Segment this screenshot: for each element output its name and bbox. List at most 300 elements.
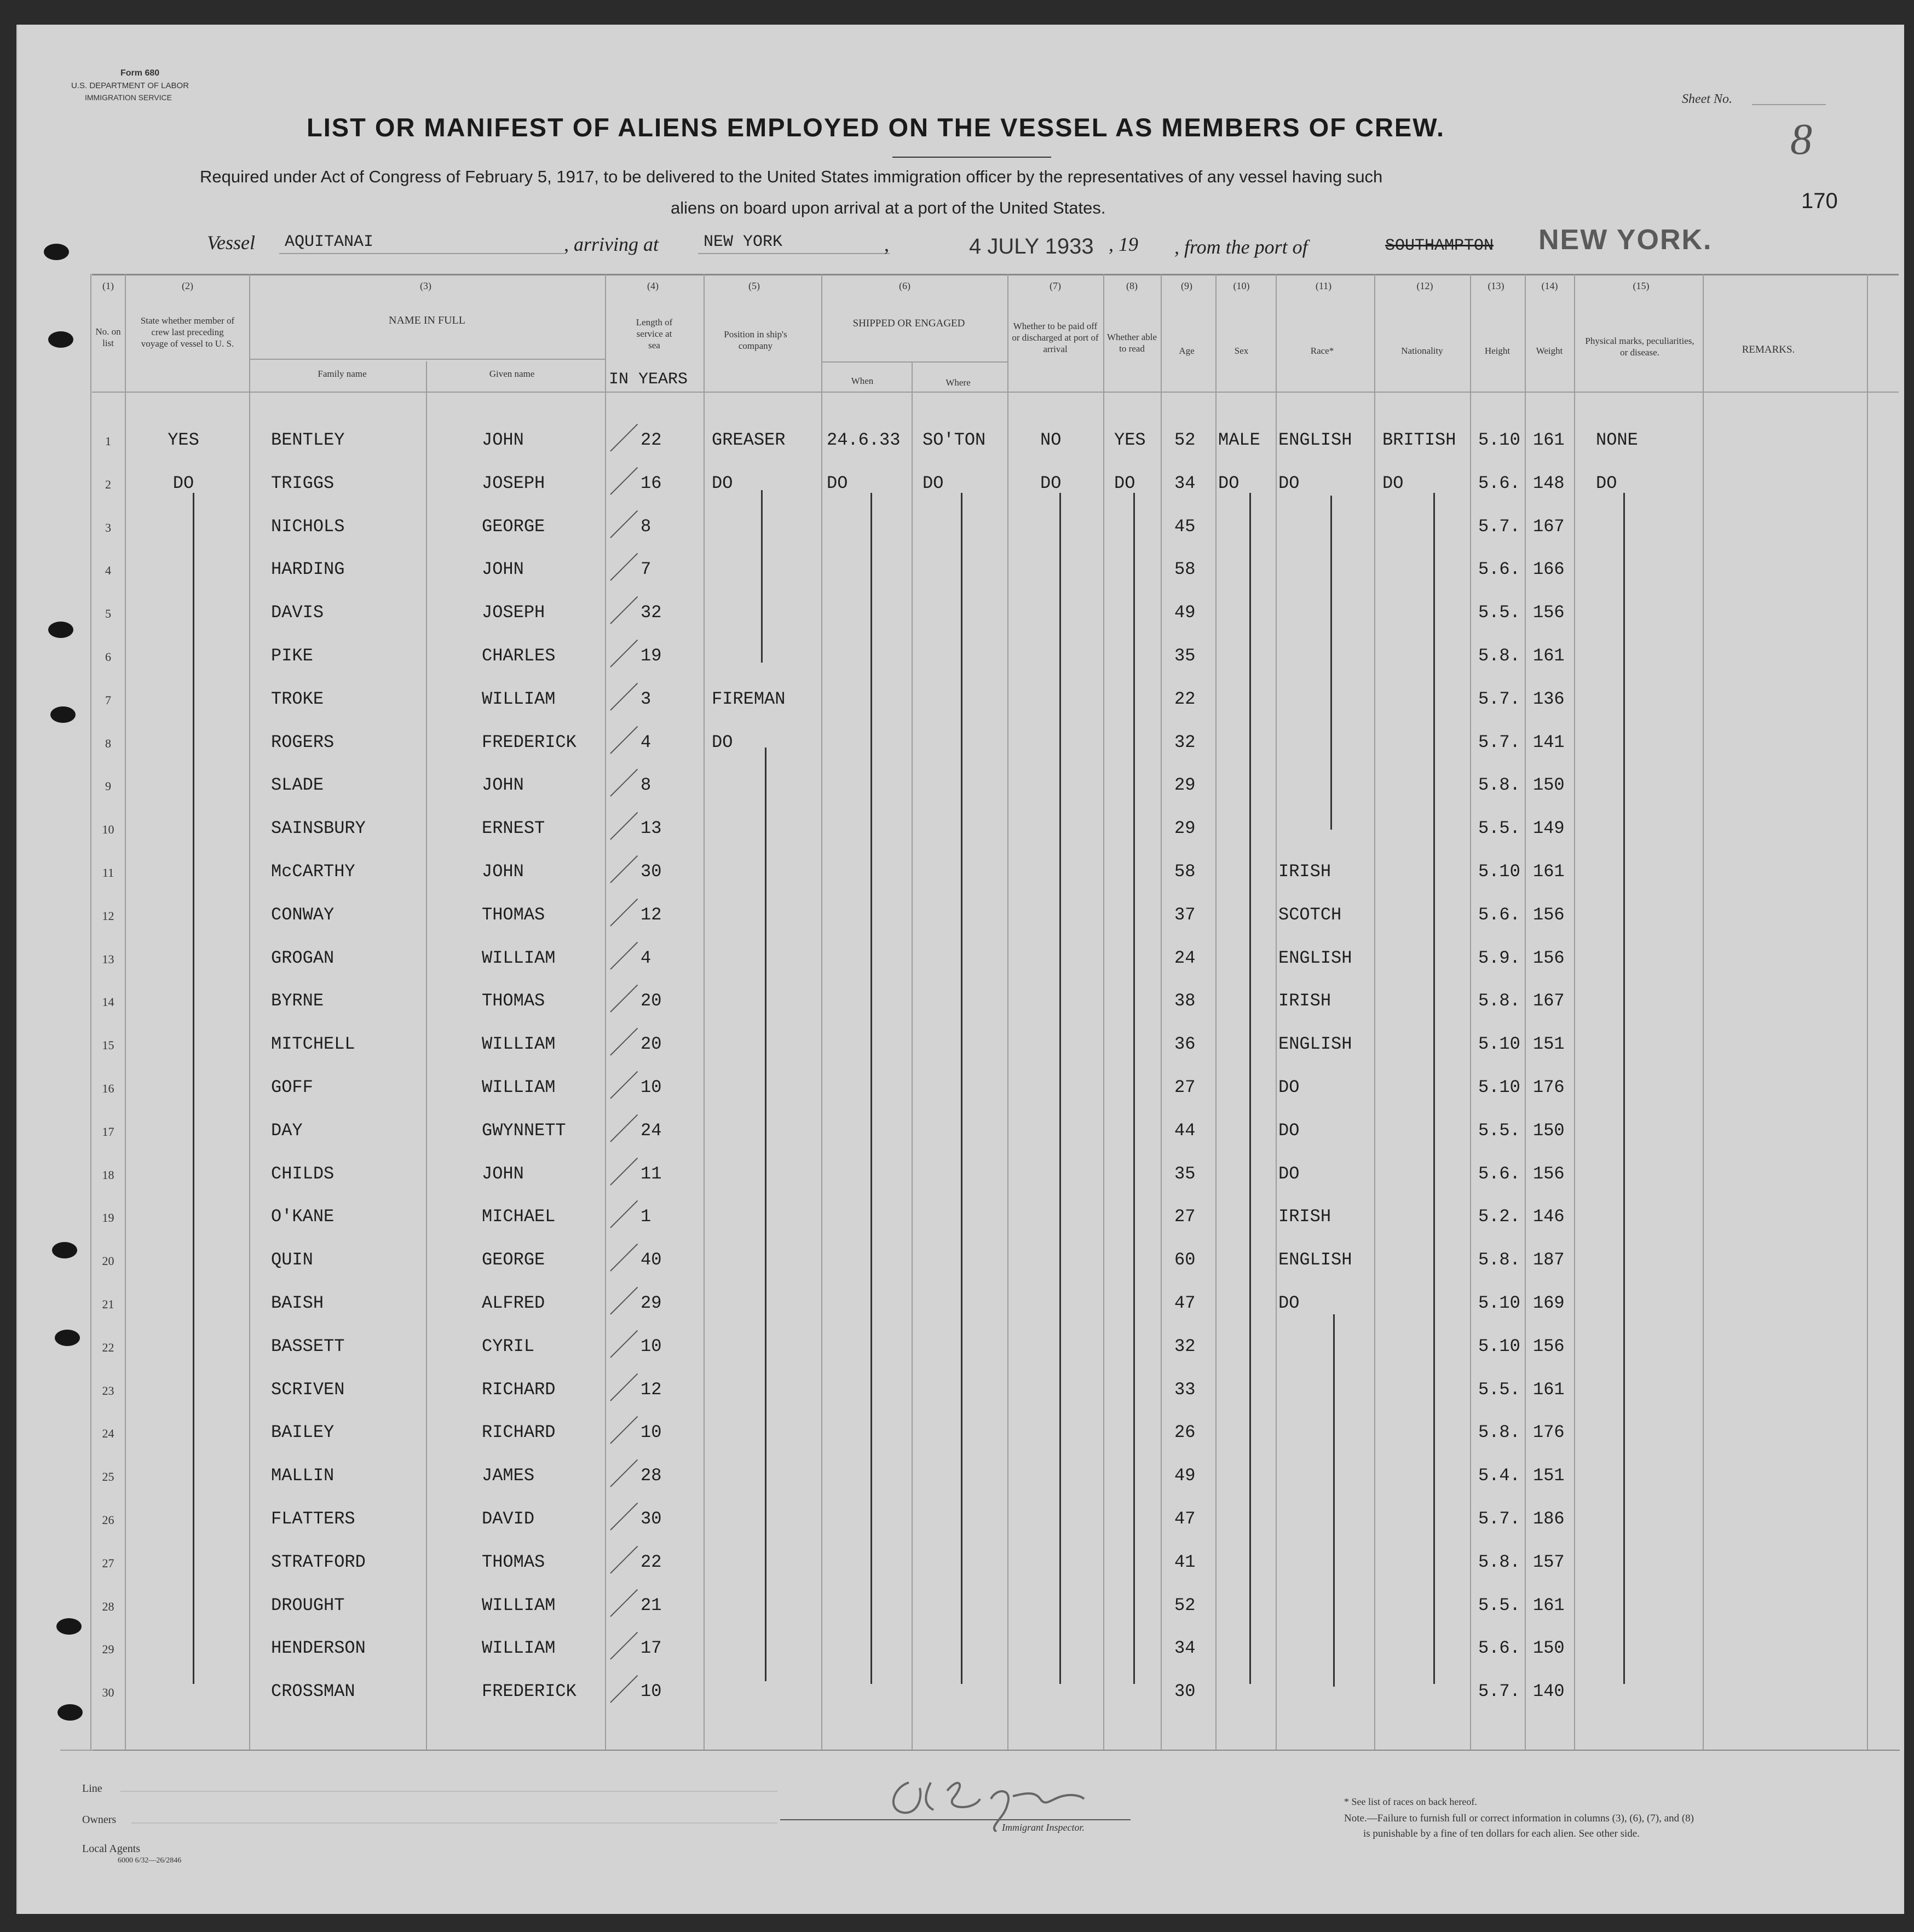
service-years-cell: 28 (641, 1465, 662, 1486)
divider (131, 1822, 777, 1824)
weight-cell: 156 (1533, 1163, 1565, 1184)
weight-cell: 161 (1533, 646, 1565, 666)
family-name-cell: TROKE (271, 688, 324, 709)
line-label: Line (82, 1783, 102, 1795)
given-name-cell: MICHAEL (482, 1206, 556, 1227)
family-name-cell: CROSSMAN (271, 1681, 355, 1702)
service-years-cell: 20 (641, 991, 662, 1011)
col-number: (12) (1416, 280, 1433, 291)
age-cell: 52 (1174, 1595, 1196, 1615)
row-number: 4 (105, 564, 111, 578)
race-cell: SCOTCH (1278, 904, 1342, 925)
col-number: (5) (748, 280, 760, 291)
age-cell: 38 (1174, 991, 1196, 1011)
service-years-cell: 40 (641, 1250, 662, 1270)
paid-off-cell: NO (1040, 430, 1062, 450)
given-name-cell: WILLIAM (482, 1077, 556, 1097)
weight-cell: 136 (1533, 688, 1565, 709)
age-cell: 33 (1174, 1379, 1196, 1400)
row-number: 12 (102, 909, 114, 923)
family-name-cell: CONWAY (271, 904, 335, 925)
sheet-number: 8 (1790, 116, 1812, 164)
age-cell: 52 (1174, 430, 1196, 450)
weight-cell: 156 (1533, 947, 1565, 968)
given-name-cell: JOSEPH (482, 473, 545, 493)
service-years-cell: 8 (641, 775, 652, 796)
height-cell: 5.7. (1478, 516, 1520, 537)
binder-hole (48, 622, 73, 638)
given-name-cell: RICHARD (482, 1422, 556, 1443)
service-years-cell: 10 (641, 1336, 662, 1356)
grid-line (1215, 274, 1217, 1750)
grid-line (704, 274, 705, 1750)
race-cell: ENGLISH (1278, 1034, 1352, 1055)
weight-cell: 140 (1533, 1681, 1565, 1702)
weight-cell: 187 (1533, 1250, 1565, 1270)
family-name-cell: BAISH (271, 1293, 324, 1313)
ditto-line (870, 493, 872, 1684)
service-years-cell: 19 (641, 646, 662, 666)
service-years-cell: 12 (641, 1379, 662, 1400)
department-label: U.S. DEPARTMENT OF LABOR (71, 81, 189, 90)
family-name-cell: TRIGGS (271, 473, 335, 493)
weight-cell: 167 (1533, 516, 1565, 537)
ditto-line (961, 493, 962, 1684)
owners-label: Owners (82, 1814, 117, 1826)
col-header-physical-marks: Physical marks, peculiarities, or disease. (1585, 336, 1694, 358)
given-name-cell: JOHN (482, 861, 524, 882)
row-number: 11 (102, 866, 114, 879)
row-number: 21 (102, 1297, 114, 1311)
weight-cell: 141 (1533, 732, 1565, 752)
height-cell: 5.10 (1478, 430, 1520, 450)
service-years-cell: 4 (641, 947, 652, 968)
family-name-cell: SAINSBURY (271, 818, 366, 839)
nationality-cell: DO (1382, 473, 1404, 493)
sheet-label: Sheet No. (1682, 92, 1732, 106)
divider (892, 157, 1051, 158)
row-number: 30 (102, 1686, 114, 1700)
date-stamp: 4 JULY 1933 (969, 234, 1094, 258)
family-name-cell: GROGAN (271, 947, 335, 968)
sex-cell: DO (1218, 473, 1240, 493)
col-number: (3) (420, 280, 431, 291)
age-cell: 44 (1174, 1120, 1196, 1141)
age-cell: 27 (1174, 1206, 1196, 1227)
weight-cell: 186 (1533, 1509, 1565, 1529)
given-name-cell: JOHN (482, 775, 524, 796)
row-number: 8 (105, 736, 111, 750)
able-to-read-cell: DO (1114, 473, 1135, 493)
row-number: 27 (102, 1556, 114, 1570)
vessel-label: Vessel (207, 232, 255, 254)
weight-cell: 176 (1533, 1422, 1565, 1443)
given-name-cell: JOHN (482, 559, 524, 580)
race-cell: DO (1278, 1077, 1300, 1097)
family-name-cell: McCARTHY (271, 861, 355, 882)
service-years-cell: 11 (641, 1163, 662, 1184)
weight-cell: 157 (1533, 1551, 1565, 1572)
weight-cell: 161 (1533, 1595, 1565, 1615)
col-header-no: No. on list (95, 326, 121, 348)
grid-line (1470, 274, 1471, 1750)
family-name-cell: NICHOLS (271, 516, 345, 537)
col-number: (6) (899, 280, 910, 291)
prev-voyage-cell: YES (168, 430, 199, 450)
row-number: 24 (102, 1427, 114, 1441)
inspector-signature (870, 1766, 1144, 1832)
grid-line (426, 361, 427, 1750)
family-name-cell: O'KANE (271, 1206, 335, 1227)
age-cell: 35 (1174, 646, 1196, 666)
height-cell: 5.8. (1478, 991, 1520, 1011)
arrival-port: NEW YORK (704, 233, 783, 251)
service-years-cell: 13 (641, 818, 662, 839)
grid-line (1103, 274, 1104, 1750)
port-stamp: NEW YORK. (1538, 224, 1713, 256)
year-label: , 19 (1109, 233, 1138, 255)
nationality-cell: BRITISH (1382, 430, 1456, 450)
weight-cell: 149 (1533, 818, 1565, 839)
weight-cell: 156 (1533, 1336, 1565, 1356)
family-name-cell: SCRIVEN (271, 1379, 345, 1400)
age-cell: 34 (1174, 1638, 1196, 1659)
service-years-cell: 4 (641, 732, 652, 752)
given-name-cell: THOMAS (482, 904, 545, 925)
col-number: (11) (1315, 280, 1332, 291)
service-years-cell: 22 (641, 1551, 662, 1572)
shipped-when-cell: 24.6.33 (827, 430, 901, 450)
given-name-cell: WILLIAM (482, 688, 556, 709)
physical-marks-cell: DO (1596, 473, 1617, 493)
col-header-shipped: SHIPPED OR ENGAGED (852, 318, 965, 329)
grid-line (912, 361, 913, 1750)
race-cell: DO (1278, 1293, 1300, 1313)
grid-line (605, 274, 606, 1750)
position-cell: DO (712, 732, 733, 752)
family-name-cell: PIKE (271, 646, 313, 666)
shipped-where-cell: SO'TON (923, 430, 986, 450)
weight-cell: 150 (1533, 775, 1565, 796)
given-name-cell: GEORGE (482, 1250, 545, 1270)
race-cell: IRISH (1278, 991, 1331, 1011)
departure-port: SOUTHAMPTON (1385, 237, 1494, 255)
col-number: (9) (1181, 280, 1192, 291)
service-years-cell: 12 (641, 904, 662, 925)
service-years-cell: 10 (641, 1422, 662, 1443)
row-number: 22 (102, 1340, 114, 1354)
row-number: 23 (102, 1383, 114, 1398)
col-number: (4) (647, 280, 659, 291)
family-name-cell: BAILEY (271, 1422, 335, 1443)
height-cell: 5.10 (1478, 1293, 1520, 1313)
height-cell: 5.2. (1478, 1206, 1520, 1227)
manifest-sheet (16, 25, 1904, 1914)
given-name-cell: JOSEPH (482, 602, 545, 623)
ditto-line (761, 490, 763, 663)
height-cell: 5.7. (1478, 1681, 1520, 1702)
age-cell: 36 (1174, 1034, 1196, 1055)
service-years-cell: 24 (641, 1120, 662, 1141)
age-cell: 35 (1174, 1163, 1196, 1184)
position-cell: FIREMAN (712, 688, 786, 709)
weight-cell: 166 (1533, 559, 1565, 580)
service-years-cell: 7 (641, 559, 652, 580)
divider (60, 1750, 93, 1751)
given-name-cell: JOHN (482, 1163, 524, 1184)
height-cell: 5.8. (1478, 1551, 1520, 1572)
sex-cell: MALE (1218, 430, 1260, 450)
weight-cell: 161 (1533, 1379, 1565, 1400)
service-years-cell: 32 (641, 602, 662, 623)
age-cell: 58 (1174, 559, 1196, 580)
binder-hole (44, 244, 69, 260)
col-header-length-service: Length of service at sea (636, 317, 673, 350)
row-number: 15 (102, 1038, 114, 1053)
grid-line (1867, 274, 1868, 1750)
family-name-cell: HENDERSON (271, 1638, 366, 1659)
physical-marks-cell: NONE (1596, 430, 1638, 450)
service-years-cell: 8 (641, 516, 652, 537)
from-port-label: , from the port of (1174, 236, 1308, 258)
row-number: 25 (102, 1470, 114, 1484)
inspector-label: Immigrant Inspector. (1002, 1822, 1085, 1833)
age-cell: 22 (1174, 688, 1196, 709)
col-header-where: Where (946, 377, 971, 388)
form-number: Form 680 (120, 68, 160, 78)
given-name-cell: FREDERICK (482, 1681, 576, 1702)
vessel-name: AQUITANAI (285, 233, 374, 251)
given-name-cell: WILLIAM (482, 1595, 556, 1615)
race-cell: IRISH (1278, 861, 1331, 882)
ditto-line (1333, 1314, 1335, 1687)
col-number: (14) (1541, 280, 1558, 291)
col-number: (13) (1488, 280, 1504, 291)
ditto-line (1330, 496, 1332, 830)
col-header-read: Whether able to read (1106, 332, 1157, 354)
binder-hole (55, 1330, 80, 1346)
service-years-cell: 1 (641, 1206, 652, 1227)
divider (821, 361, 1007, 363)
age-cell: 45 (1174, 516, 1196, 537)
given-name-cell: GWYNNETT (482, 1120, 566, 1141)
divider (249, 359, 605, 360)
family-name-cell: BASSETT (271, 1336, 345, 1356)
subtitle-line-2: aliens on board upon arrival at a port of the United States. (671, 198, 1106, 217)
row-number: 14 (102, 995, 114, 1009)
print-code: 6000 6/32—26/2846 (118, 1856, 182, 1865)
grid-line (90, 274, 91, 1750)
given-name-cell: JOHN (482, 430, 524, 450)
height-cell: 5.4. (1478, 1465, 1520, 1486)
service-years-cell: 16 (641, 473, 662, 493)
col-header-age: Age (1179, 346, 1195, 356)
col-header-nationality: Nationality (1401, 346, 1443, 356)
col-header-weight: Weight (1536, 346, 1563, 356)
height-cell: 5.6. (1478, 473, 1520, 493)
row-number: 6 (105, 650, 111, 664)
weight-cell: 148 (1533, 473, 1565, 493)
age-cell: 24 (1174, 947, 1196, 968)
family-name-cell: BENTLEY (271, 430, 345, 450)
weight-cell: 161 (1533, 430, 1565, 450)
height-cell: 5.6. (1478, 904, 1520, 925)
note-races: * See list of races on back hereof. (1344, 1796, 1477, 1807)
grid-line (1161, 274, 1162, 1750)
weight-cell: 151 (1533, 1034, 1565, 1055)
ditto-line (1623, 493, 1625, 1684)
col-header-remarks: REMARKS. (1742, 344, 1795, 355)
grid-line (1374, 274, 1375, 1750)
service-years-cell: 29 (641, 1293, 662, 1313)
comma: , (884, 233, 889, 255)
height-cell: 5.5. (1478, 1595, 1520, 1615)
note-line-2: is punishable by a fine of ten dollars for each alien. See other side. (1363, 1828, 1640, 1839)
ditto-line (1059, 493, 1061, 1684)
row-number: 28 (102, 1599, 114, 1613)
height-cell: 5.8. (1478, 1250, 1520, 1270)
row-number: 20 (102, 1254, 114, 1268)
shipped-when-cell: DO (827, 473, 848, 493)
ditto-line (1249, 493, 1251, 1684)
height-cell: 5.10 (1478, 1034, 1520, 1055)
height-cell: 5.10 (1478, 1077, 1520, 1097)
grid-line (1574, 274, 1575, 1750)
given-name-cell: WILLIAM (482, 1034, 556, 1055)
position-cell: DO (712, 473, 733, 493)
col-header-height: Height (1484, 346, 1511, 356)
row-number: 1 (105, 434, 111, 448)
col-header-race: Race* (1310, 346, 1334, 356)
grid-line (1007, 274, 1008, 1750)
weight-cell: 150 (1533, 1120, 1565, 1141)
family-name-cell: HARDING (271, 559, 345, 580)
age-cell: 32 (1174, 732, 1196, 752)
grid-line (125, 274, 126, 1750)
col-header-paid-off: Whether to be paid off or discharged at port of arrival (1012, 321, 1099, 354)
race-cell: IRISH (1278, 1206, 1331, 1227)
col-header-name: NAME IN FULL (389, 314, 465, 326)
height-cell: 5.10 (1478, 1336, 1520, 1356)
age-cell: 47 (1174, 1293, 1196, 1313)
row-number: 5 (105, 607, 111, 621)
service-years-cell: 10 (641, 1681, 662, 1702)
divider (120, 1791, 777, 1792)
agents-label: Local Agents (82, 1843, 141, 1855)
family-name-cell: MITCHELL (271, 1034, 355, 1055)
age-cell: 37 (1174, 904, 1196, 925)
given-name-cell: THOMAS (482, 1551, 545, 1572)
row-number: 16 (102, 1082, 114, 1095)
position-cell: GREASER (712, 430, 786, 450)
row-number: 2 (105, 477, 111, 491)
family-name-cell: BYRNE (271, 991, 324, 1011)
age-cell: 60 (1174, 1250, 1196, 1270)
grid-line (821, 274, 822, 1750)
age-cell: 30 (1174, 1681, 1196, 1702)
note-line-1: Note.—Failure to furnish full or correct information in columns (3), (6), (7), and (8) (1344, 1813, 1694, 1824)
age-cell: 41 (1174, 1551, 1196, 1572)
age-cell: 26 (1174, 1422, 1196, 1443)
height-cell: 5.7. (1478, 688, 1520, 709)
row-number: 9 (105, 779, 111, 794)
age-cell: 29 (1174, 775, 1196, 796)
ditto-line (193, 493, 194, 1684)
family-name-cell: DROUGHT (271, 1595, 345, 1615)
weight-cell: 156 (1533, 904, 1565, 925)
weight-cell: 161 (1533, 861, 1565, 882)
height-cell: 5.8. (1478, 646, 1520, 666)
service-years-cell: 30 (641, 1509, 662, 1529)
given-name-cell: WILLIAM (482, 1638, 556, 1659)
family-name-cell: DAY (271, 1120, 303, 1141)
binder-hole (50, 706, 76, 723)
service-years-cell: 21 (641, 1595, 662, 1615)
able-to-read-cell: YES (1114, 430, 1146, 450)
age-cell: 47 (1174, 1509, 1196, 1529)
row-number: 13 (102, 952, 114, 966)
age-cell: 29 (1174, 818, 1196, 839)
ditto-line (1133, 493, 1135, 1684)
family-name-cell: FLATTERS (271, 1509, 355, 1529)
family-name-cell: MALLIN (271, 1465, 335, 1486)
race-cell: DO (1278, 1163, 1300, 1184)
service-years-cell: 20 (641, 1034, 662, 1055)
height-cell: 5.7. (1478, 1509, 1520, 1529)
col-header-when: When (851, 376, 874, 386)
page-number: 170 (1801, 189, 1838, 213)
col-header-given-name: Given name (489, 369, 535, 379)
height-cell: 5.10 (1478, 861, 1520, 882)
race-cell: DO (1278, 473, 1300, 493)
age-cell: 27 (1174, 1077, 1196, 1097)
given-name-cell: ALFRED (482, 1293, 545, 1313)
given-name-cell: WILLIAM (482, 947, 556, 968)
row-number: 26 (102, 1513, 114, 1527)
age-cell: 58 (1174, 861, 1196, 882)
given-name-cell: DAVID (482, 1509, 535, 1529)
ditto-line (1433, 493, 1435, 1684)
col-number: (15) (1633, 280, 1650, 291)
race-cell: DO (1278, 1120, 1300, 1141)
col-header-sex: Sex (1234, 346, 1249, 356)
col-number: (7) (1050, 280, 1061, 291)
row-number: 7 (105, 693, 111, 707)
grid-line (1703, 274, 1704, 1750)
service-years-cell: 30 (641, 861, 662, 882)
family-name-cell: STRATFORD (271, 1551, 366, 1572)
col-number: (10) (1233, 280, 1250, 291)
col-number: (2) (182, 280, 193, 291)
race-cell: ENGLISH (1278, 1250, 1352, 1270)
table-top-rule (92, 274, 1899, 275)
grid-line (1525, 274, 1526, 1750)
row-number: 17 (102, 1124, 114, 1138)
row-number: 18 (102, 1168, 114, 1182)
col-header-prev-voyage: State whether member of crew last preceding voyage of vessel to U. S. (140, 315, 235, 349)
row-number: 19 (102, 1211, 114, 1225)
height-cell: 5.5. (1478, 602, 1520, 623)
family-name-cell: GOFF (271, 1077, 313, 1097)
given-name-cell: ERNEST (482, 818, 545, 839)
height-cell: 5.8. (1478, 775, 1520, 796)
years-unit: IN YEARS (609, 370, 688, 389)
shipped-where-cell: DO (923, 473, 944, 493)
family-name-cell: SLADE (271, 775, 324, 796)
race-cell: ENGLISH (1278, 947, 1352, 968)
height-cell: 5.5. (1478, 1379, 1520, 1400)
given-name-cell: RICHARD (482, 1379, 556, 1400)
